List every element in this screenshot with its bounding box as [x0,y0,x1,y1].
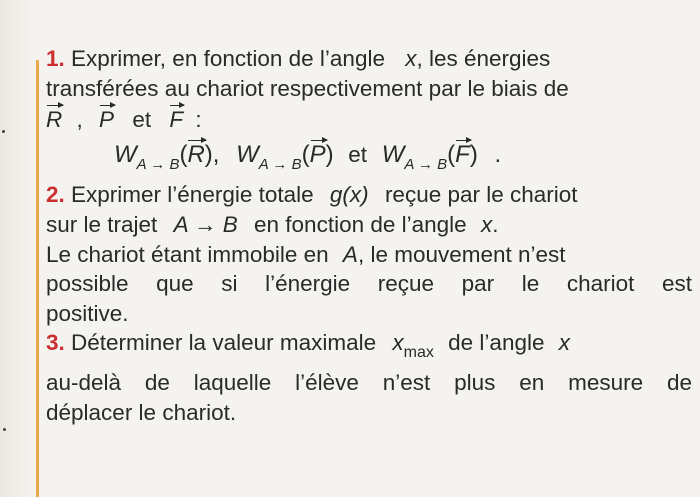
q2-expr-AB: A → B [173,211,238,237]
q3-line2 [46,368,692,398]
q3-var-x: x [392,330,404,356]
work-sub2: A → B [258,155,302,173]
q2-text1: Exprimer l’énergie totale [71,182,314,208]
q1-line1 [46,44,692,74]
q3-number: 3. [46,330,65,356]
q2-text6: , le mouvement n’est [357,241,566,267]
q1-colon: : [195,107,202,133]
q1-line2: transférées au chariot respectivement par le biais de [46,75,569,101]
w7: le [521,271,540,297]
q2-expr-g: g(x) [329,182,369,208]
v5: n’est [382,369,431,395]
page-left-shade [0,0,34,497]
w3: si [221,271,238,297]
q1-line3 [46,103,692,135]
w2: que [156,271,194,297]
q3-sub-max: max [403,344,434,362]
q2-var-A: A [342,241,358,267]
q3-text2: de l’angle [448,330,545,356]
v4: l’élève [295,369,359,395]
w9: est [661,271,692,297]
work-formula: $W_{A \to B}(R)$, $W_{A \to B}(P)$ et $W_{A \to B}(F)$ . [46,138,692,180]
q1-and: et [132,107,152,133]
speck [3,428,6,431]
work-arg-F: F [455,138,470,170]
vector-P: P [99,103,114,135]
v3: laquelle [193,369,272,395]
q3-line3: déplacer le chariot. [46,399,237,425]
work-end: . [494,140,502,168]
vector-R: R [46,103,62,135]
w5: reçue [377,271,435,297]
work-W3: W [381,140,405,168]
q2-line2 [46,210,692,240]
exercise-text [46,44,692,427]
work-comma1: , [212,140,220,168]
work-arg-R: R [187,138,204,170]
v6: plus [454,369,496,395]
q1-text-end: , les énergies [416,46,551,71]
work-arg-P: P [310,138,326,170]
q2-line1 [46,180,692,210]
q2-text2: reçue par le chariot [384,182,578,208]
v1: au-delà [46,369,122,395]
work-W1: W [114,140,137,168]
q3-var-x2: x [558,330,570,356]
speck [2,130,5,133]
q1-number: 1. [46,46,65,71]
v7: en [519,369,545,395]
q3-line1 [46,328,692,368]
vector-F: F [169,103,183,135]
v2: de [144,369,170,395]
margin-rule [36,60,39,497]
w4: l’énergie [265,271,351,297]
q2-text4: en fonction de l’angle [254,211,467,237]
q2-number: 2. [46,182,65,208]
q1-sep: , [76,107,83,133]
q2-line4 [46,269,692,299]
q2-line3 [46,240,692,270]
v8: mesure [568,369,644,395]
q1-var-x: x [405,46,417,71]
q1-text: Exprimer, en fonction de l’angle [71,46,385,71]
q2-period: . [492,211,499,237]
q2-line5: positive. [46,300,129,326]
q2-text5: Le chariot étant immobile en [46,241,329,267]
q3-text1: Déterminer la valeur maximale [71,330,377,356]
w1: possible [46,271,129,297]
q2-text3: sur le trajet [46,211,158,237]
v9: de [666,369,692,395]
work-and: et [348,141,368,167]
q2-var-x: x [480,211,493,237]
work-sub3: A → B [404,155,448,173]
w8: chariot [566,271,635,297]
work-sub1: A → B [136,155,180,173]
w6: par [461,271,495,297]
work-W2: W [236,140,259,168]
